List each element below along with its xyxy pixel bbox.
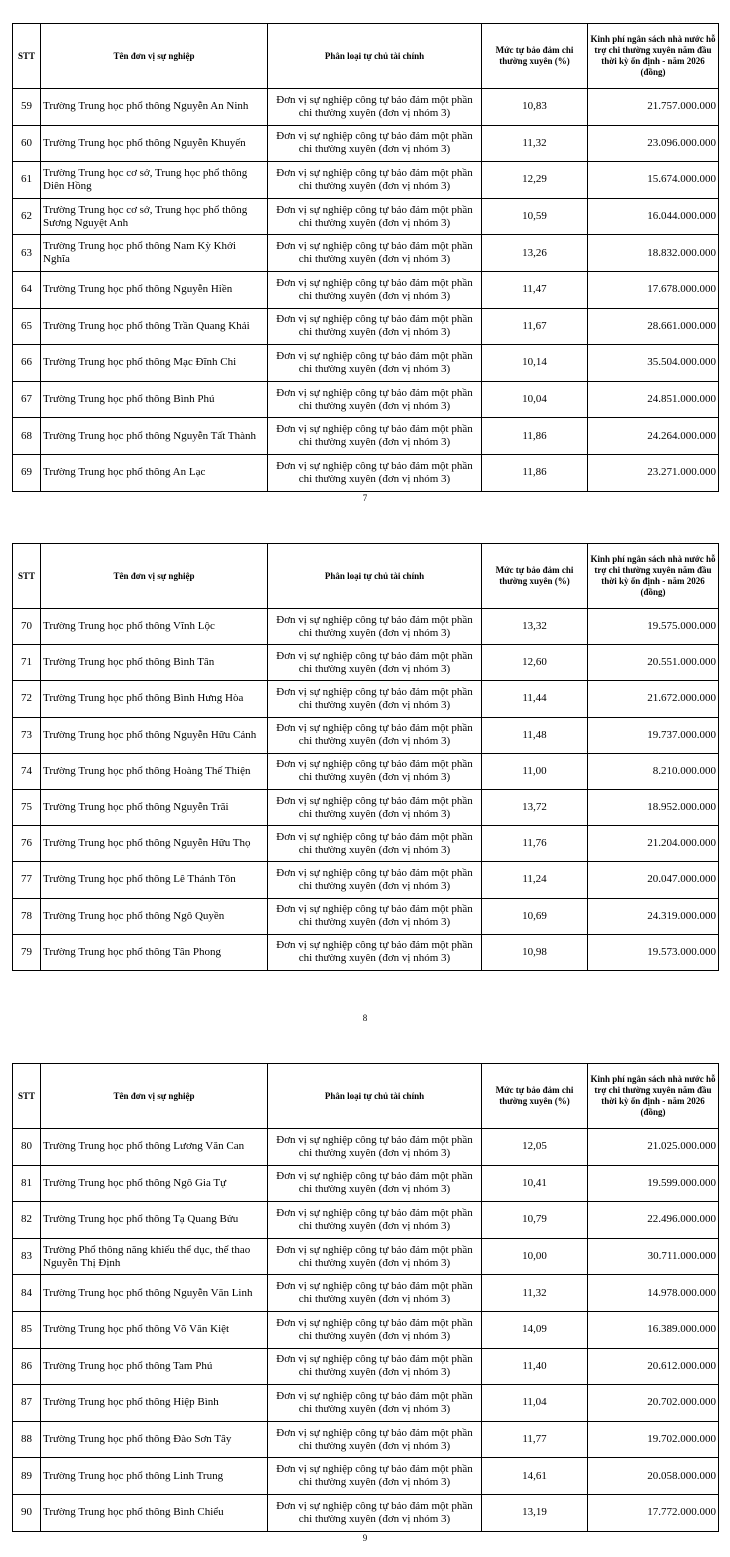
row-classification: Đơn vị sự nghiệp công tự bảo đảm một phần chi thường xuyên (đơn vị nhóm 3) <box>268 681 482 717</box>
table-row <box>13 934 719 970</box>
row-unit-name: Trường Trung học phổ thông Tạ Quang Bửu <box>41 1202 268 1239</box>
row-stt: 68 <box>13 418 41 455</box>
row-self-funding-rate: 11,67 <box>482 308 588 345</box>
row-stt: 62 <box>13 198 41 235</box>
row-budget-amount: 23.271.000.000 <box>588 454 719 491</box>
row-stt: 85 <box>13 1311 41 1348</box>
header-budget-amount: Kinh phí ngân sách nhà nước hỗ trợ chi thường xuyên năm đầu thời kỳ ổn định - năm 2026 (đồng) <box>588 24 719 89</box>
row-stt: 90 <box>13 1494 41 1531</box>
row-unit-name: Trường Trung học phổ thông Nguyễn Tất Thành <box>41 418 268 455</box>
row-self-funding-rate: 10,83 <box>482 89 588 126</box>
row-budget-amount: 17.772.000.000 <box>588 1494 719 1531</box>
table-row <box>13 1202 719 1239</box>
row-stt: 67 <box>13 381 41 418</box>
row-self-funding-rate: 10,59 <box>482 198 588 235</box>
row-self-funding-rate: 11,32 <box>482 1275 588 1312</box>
row-budget-amount: 21.204.000.000 <box>588 826 719 862</box>
row-self-funding-rate: 11,76 <box>482 826 588 862</box>
header-classification: Phân loại tự chủ tài chính <box>268 544 482 609</box>
row-self-funding-rate: 13,19 <box>482 1494 588 1531</box>
row-stt: 81 <box>13 1165 41 1202</box>
row-stt: 73 <box>13 717 41 753</box>
row-budget-amount: 20.612.000.000 <box>588 1348 719 1385</box>
row-self-funding-rate: 11,86 <box>482 418 588 455</box>
row-unit-name: Trường Trung học phổ thông Mạc Đĩnh Chi <box>41 345 268 382</box>
row-stt: 86 <box>13 1348 41 1385</box>
row-stt: 63 <box>13 235 41 272</box>
row-stt: 66 <box>13 345 41 382</box>
row-budget-amount: 19.573.000.000 <box>588 934 719 970</box>
table-row <box>13 1238 719 1275</box>
row-unit-name: Trường Trung học phổ thông Nguyễn Khuyến <box>41 125 268 162</box>
row-stt: 79 <box>13 934 41 970</box>
row-self-funding-rate: 13,26 <box>482 235 588 272</box>
row-unit-name: Trường Trung học cơ sở, Trung học phổ thông Sương Nguyệt Anh <box>41 198 268 235</box>
row-classification: Đơn vị sự nghiệp công tự bảo đảm một phần chi thường xuyên (đơn vị nhóm 3) <box>268 826 482 862</box>
row-unit-name: Trường Trung học phổ thông Võ Văn Kiệt <box>41 1311 268 1348</box>
budget-table <box>12 543 719 971</box>
table-row <box>13 898 719 934</box>
row-classification: Đơn vị sự nghiệp công tự bảo đảm một phần chi thường xuyên (đơn vị nhóm 3) <box>268 1275 482 1312</box>
row-unit-name: Trường Trung học phổ thông Bình Phú <box>41 381 268 418</box>
row-unit-name: Trường Trung học phổ thông Nguyễn Hiền <box>41 271 268 308</box>
row-budget-amount: 21.025.000.000 <box>588 1129 719 1166</box>
row-unit-name: Trường Trung học phổ thông Linh Trung <box>41 1458 268 1495</box>
row-self-funding-rate: 11,47 <box>482 271 588 308</box>
row-unit-name: Trường Trung học phổ thông Trần Quang Khải <box>41 308 268 345</box>
table-row <box>13 1311 719 1348</box>
row-classification: Đơn vị sự nghiệp công tự bảo đảm một phần chi thường xuyên (đơn vị nhóm 3) <box>268 753 482 789</box>
row-self-funding-rate: 13,32 <box>482 609 588 645</box>
table-row <box>13 345 719 382</box>
row-classification: Đơn vị sự nghiệp công tự bảo đảm một phần chi thường xuyên (đơn vị nhóm 3) <box>268 1202 482 1239</box>
row-classification: Đơn vị sự nghiệp công tự bảo đảm một phần chi thường xuyên (đơn vị nhóm 3) <box>268 198 482 235</box>
header-stt: STT <box>13 1064 41 1129</box>
table-row <box>13 1458 719 1495</box>
row-budget-amount: 15.674.000.000 <box>588 162 719 199</box>
table-header-row <box>13 544 719 609</box>
row-classification: Đơn vị sự nghiệp công tự bảo đảm một phần chi thường xuyên (đơn vị nhóm 3) <box>268 789 482 825</box>
row-classification: Đơn vị sự nghiệp công tự bảo đảm một phần chi thường xuyên (đơn vị nhóm 3) <box>268 1494 482 1531</box>
row-budget-amount: 28.661.000.000 <box>588 308 719 345</box>
row-stt: 82 <box>13 1202 41 1239</box>
row-stt: 61 <box>13 162 41 199</box>
row-classification: Đơn vị sự nghiệp công tự bảo đảm một phần chi thường xuyên (đơn vị nhóm 3) <box>268 345 482 382</box>
table-body <box>13 89 719 492</box>
table-body <box>13 1129 719 1532</box>
row-classification: Đơn vị sự nghiệp công tự bảo đảm một phần chi thường xuyên (đơn vị nhóm 3) <box>268 609 482 645</box>
row-stt: 77 <box>13 862 41 898</box>
row-classification: Đơn vị sự nghiệp công tự bảo đảm một phần chi thường xuyên (đơn vị nhóm 3) <box>268 308 482 345</box>
row-self-funding-rate: 10,04 <box>482 381 588 418</box>
row-budget-amount: 8.210.000.000 <box>588 753 719 789</box>
row-self-funding-rate: 12,29 <box>482 162 588 199</box>
row-classification: Đơn vị sự nghiệp công tự bảo đảm một phần chi thường xuyên (đơn vị nhóm 3) <box>268 1129 482 1166</box>
row-budget-amount: 18.832.000.000 <box>588 235 719 272</box>
row-unit-name: Trường Trung học phổ thông Lê Thánh Tôn <box>41 862 268 898</box>
row-self-funding-rate: 10,69 <box>482 898 588 934</box>
row-unit-name: Trường Trung học phổ thông Ngô Quyền <box>41 898 268 934</box>
page-number: 9 <box>362 1533 368 1543</box>
row-self-funding-rate: 11,40 <box>482 1348 588 1385</box>
row-self-funding-rate: 10,98 <box>482 934 588 970</box>
row-stt: 78 <box>13 898 41 934</box>
row-classification: Đơn vị sự nghiệp công tự bảo đảm một phần chi thường xuyên (đơn vị nhóm 3) <box>268 381 482 418</box>
table-row <box>13 1165 719 1202</box>
row-unit-name: Trường Trung học phổ thông Nam Kỳ Khởi Nghĩa <box>41 235 268 272</box>
table-header-row <box>13 1064 719 1129</box>
row-budget-amount: 20.058.000.000 <box>588 1458 719 1495</box>
row-stt: 84 <box>13 1275 41 1312</box>
row-budget-amount: 24.264.000.000 <box>588 418 719 455</box>
row-stt: 72 <box>13 681 41 717</box>
row-classification: Đơn vị sự nghiệp công tự bảo đảm một phần chi thường xuyên (đơn vị nhóm 3) <box>268 454 482 491</box>
row-unit-name: Trường Trung học cơ sở, Trung học phổ thông Diên Hồng <box>41 162 268 199</box>
row-classification: Đơn vị sự nghiệp công tự bảo đảm một phần chi thường xuyên (đơn vị nhóm 3) <box>268 717 482 753</box>
row-stt: 70 <box>13 609 41 645</box>
row-budget-amount: 35.504.000.000 <box>588 345 719 382</box>
header-budget-amount: Kinh phí ngân sách nhà nước hỗ trợ chi thường xuyên năm đầu thời kỳ ổn định - năm 2026 (đồng) <box>588 1064 719 1129</box>
row-unit-name: Trường Trung học phổ thông Bình Tân <box>41 645 268 681</box>
row-budget-amount: 24.319.000.000 <box>588 898 719 934</box>
header-budget-amount: Kinh phí ngân sách nhà nước hỗ trợ chi thường xuyên năm đầu thời kỳ ổn định - năm 2026 (đồng) <box>588 544 719 609</box>
row-budget-amount: 16.044.000.000 <box>588 198 719 235</box>
row-self-funding-rate: 10,14 <box>482 345 588 382</box>
table-header-row <box>13 24 719 89</box>
row-unit-name: Trường Trung học phổ thông Nguyễn An Ninh <box>41 89 268 126</box>
row-unit-name: Trường Trung học phổ thông Nguyễn Hữu Cảnh <box>41 717 268 753</box>
row-stt: 83 <box>13 1238 41 1275</box>
row-classification: Đơn vị sự nghiệp công tự bảo đảm một phần chi thường xuyên (đơn vị nhóm 3) <box>268 934 482 970</box>
row-self-funding-rate: 12,60 <box>482 645 588 681</box>
table-row <box>13 162 719 199</box>
row-stt: 75 <box>13 789 41 825</box>
table-row <box>13 1385 719 1422</box>
row-self-funding-rate: 10,00 <box>482 1238 588 1275</box>
header-self-funding-rate: Mức tự bảo đảm chi thường xuyên (%) <box>482 544 588 609</box>
row-budget-amount: 17.678.000.000 <box>588 271 719 308</box>
budget-table <box>12 23 719 492</box>
header-self-funding-rate: Mức tự bảo đảm chi thường xuyên (%) <box>482 24 588 89</box>
table-body <box>13 609 719 971</box>
row-budget-amount: 21.672.000.000 <box>588 681 719 717</box>
row-stt: 64 <box>13 271 41 308</box>
document-page-9 <box>12 1063 718 1532</box>
row-classification: Đơn vị sự nghiệp công tự bảo đảm một phần chi thường xuyên (đơn vị nhóm 3) <box>268 418 482 455</box>
table-row <box>13 826 719 862</box>
row-budget-amount: 19.702.000.000 <box>588 1421 719 1458</box>
row-self-funding-rate: 11,32 <box>482 125 588 162</box>
row-unit-name: Trường Trung học phổ thông Đào Sơn Tây <box>41 1421 268 1458</box>
row-unit-name: Trường Trung học phổ thông Nguyễn Hữu Thọ <box>41 826 268 862</box>
row-classification: Đơn vị sự nghiệp công tự bảo đảm một phần chi thường xuyên (đơn vị nhóm 3) <box>268 162 482 199</box>
row-budget-amount: 21.757.000.000 <box>588 89 719 126</box>
row-classification: Đơn vị sự nghiệp công tự bảo đảm một phần chi thường xuyên (đơn vị nhóm 3) <box>268 1458 482 1495</box>
row-budget-amount: 20.702.000.000 <box>588 1385 719 1422</box>
row-self-funding-rate: 11,00 <box>482 753 588 789</box>
row-budget-amount: 14.978.000.000 <box>588 1275 719 1312</box>
row-stt: 60 <box>13 125 41 162</box>
row-budget-amount: 19.737.000.000 <box>588 717 719 753</box>
table-row <box>13 235 719 272</box>
row-unit-name: Trường Trung học phổ thông Lương Văn Can <box>41 1129 268 1166</box>
table-row <box>13 1129 719 1166</box>
row-stt: 59 <box>13 89 41 126</box>
row-unit-name: Trường Trung học phổ thông An Lạc <box>41 454 268 491</box>
header-unit-name: Tên đơn vị sự nghiệp <box>41 1064 268 1129</box>
row-unit-name: Trường Trung học phổ thông Tam Phú <box>41 1348 268 1385</box>
row-stt: 71 <box>13 645 41 681</box>
row-self-funding-rate: 11,04 <box>482 1385 588 1422</box>
row-unit-name: Trường Trung học phổ thông Hoàng Thế Thiện <box>41 753 268 789</box>
row-classification: Đơn vị sự nghiệp công tự bảo đảm một phần chi thường xuyên (đơn vị nhóm 3) <box>268 271 482 308</box>
row-unit-name: Trường Trung học phổ thông Bình Hưng Hòa <box>41 681 268 717</box>
table-row <box>13 1421 719 1458</box>
table-row <box>13 381 719 418</box>
row-unit-name: Trường Trung học phổ thông Hiệp Bình <box>41 1385 268 1422</box>
row-self-funding-rate: 11,86 <box>482 454 588 491</box>
row-budget-amount: 18.952.000.000 <box>588 789 719 825</box>
header-unit-name: Tên đơn vị sự nghiệp <box>41 544 268 609</box>
header-unit-name: Tên đơn vị sự nghiệp <box>41 24 268 89</box>
budget-table <box>12 1063 719 1532</box>
table-row <box>13 125 719 162</box>
row-budget-amount: 16.389.000.000 <box>588 1311 719 1348</box>
row-unit-name: Trường Trung học phổ thông Tân Phong <box>41 934 268 970</box>
row-classification: Đơn vị sự nghiệp công tự bảo đảm một phần chi thường xuyên (đơn vị nhóm 3) <box>268 89 482 126</box>
table-row <box>13 454 719 491</box>
row-budget-amount: 19.599.000.000 <box>588 1165 719 1202</box>
row-self-funding-rate: 11,44 <box>482 681 588 717</box>
row-unit-name: Trường Phổ thông năng khiếu thể dục, thể thao Nguyễn Thị Định <box>41 1238 268 1275</box>
document-page-7 <box>12 23 718 492</box>
row-unit-name: Trường Trung học phổ thông Nguyễn Trãi <box>41 789 268 825</box>
row-classification: Đơn vị sự nghiệp công tự bảo đảm một phần chi thường xuyên (đơn vị nhóm 3) <box>268 1421 482 1458</box>
row-stt: 88 <box>13 1421 41 1458</box>
table-row <box>13 753 719 789</box>
row-unit-name: Trường Trung học phổ thông Vĩnh Lộc <box>41 609 268 645</box>
header-stt: STT <box>13 544 41 609</box>
row-budget-amount: 20.047.000.000 <box>588 862 719 898</box>
row-classification: Đơn vị sự nghiệp công tự bảo đảm một phần chi thường xuyên (đơn vị nhóm 3) <box>268 1238 482 1275</box>
header-self-funding-rate: Mức tự bảo đảm chi thường xuyên (%) <box>482 1064 588 1129</box>
row-unit-name: Trường Trung học phổ thông Nguyễn Văn Linh <box>41 1275 268 1312</box>
row-stt: 65 <box>13 308 41 345</box>
row-stt: 87 <box>13 1385 41 1422</box>
row-budget-amount: 19.575.000.000 <box>588 609 719 645</box>
row-classification: Đơn vị sự nghiệp công tự bảo đảm một phần chi thường xuyên (đơn vị nhóm 3) <box>268 235 482 272</box>
row-classification: Đơn vị sự nghiệp công tự bảo đảm một phần chi thường xuyên (đơn vị nhóm 3) <box>268 862 482 898</box>
row-budget-amount: 30.711.000.000 <box>588 1238 719 1275</box>
document-page-8 <box>12 543 718 971</box>
row-self-funding-rate: 14,09 <box>482 1311 588 1348</box>
row-stt: 74 <box>13 753 41 789</box>
row-self-funding-rate: 10,41 <box>482 1165 588 1202</box>
row-budget-amount: 22.496.000.000 <box>588 1202 719 1239</box>
table-row <box>13 645 719 681</box>
row-stt: 80 <box>13 1129 41 1166</box>
table-row <box>13 198 719 235</box>
row-budget-amount: 23.096.000.000 <box>588 125 719 162</box>
table-row <box>13 789 719 825</box>
table-row <box>13 308 719 345</box>
row-classification: Đơn vị sự nghiệp công tự bảo đảm một phần chi thường xuyên (đơn vị nhóm 3) <box>268 1385 482 1422</box>
row-classification: Đơn vị sự nghiệp công tự bảo đảm một phần chi thường xuyên (đơn vị nhóm 3) <box>268 645 482 681</box>
header-classification: Phân loại tự chủ tài chính <box>268 1064 482 1129</box>
row-self-funding-rate: 11,24 <box>482 862 588 898</box>
table-row <box>13 271 719 308</box>
header-classification: Phân loại tự chủ tài chính <box>268 24 482 89</box>
table-row <box>13 1275 719 1312</box>
row-unit-name: Trường Trung học phổ thông Bình Chiểu <box>41 1494 268 1531</box>
table-row <box>13 1348 719 1385</box>
table-row <box>13 1494 719 1531</box>
row-classification: Đơn vị sự nghiệp công tự bảo đảm một phần chi thường xuyên (đơn vị nhóm 3) <box>268 125 482 162</box>
table-row <box>13 717 719 753</box>
table-row <box>13 418 719 455</box>
row-self-funding-rate: 11,77 <box>482 1421 588 1458</box>
row-classification: Đơn vị sự nghiệp công tự bảo đảm một phần chi thường xuyên (đơn vị nhóm 3) <box>268 898 482 934</box>
row-self-funding-rate: 13,72 <box>482 789 588 825</box>
table-row <box>13 862 719 898</box>
table-row <box>13 609 719 645</box>
row-stt: 89 <box>13 1458 41 1495</box>
row-self-funding-rate: 14,61 <box>482 1458 588 1495</box>
row-self-funding-rate: 10,79 <box>482 1202 588 1239</box>
row-stt: 76 <box>13 826 41 862</box>
page-number: 7 <box>362 493 368 503</box>
row-stt: 69 <box>13 454 41 491</box>
table-row <box>13 681 719 717</box>
header-stt: STT <box>13 24 41 89</box>
row-budget-amount: 24.851.000.000 <box>588 381 719 418</box>
row-self-funding-rate: 11,48 <box>482 717 588 753</box>
row-unit-name: Trường Trung học phổ thông Ngô Gia Tự <box>41 1165 268 1202</box>
row-classification: Đơn vị sự nghiệp công tự bảo đảm một phần chi thường xuyên (đơn vị nhóm 3) <box>268 1165 482 1202</box>
row-budget-amount: 20.551.000.000 <box>588 645 719 681</box>
table-row <box>13 89 719 126</box>
row-classification: Đơn vị sự nghiệp công tự bảo đảm một phần chi thường xuyên (đơn vị nhóm 3) <box>268 1348 482 1385</box>
row-self-funding-rate: 12,05 <box>482 1129 588 1166</box>
page-number: 8 <box>362 1013 368 1023</box>
row-classification: Đơn vị sự nghiệp công tự bảo đảm một phần chi thường xuyên (đơn vị nhóm 3) <box>268 1311 482 1348</box>
